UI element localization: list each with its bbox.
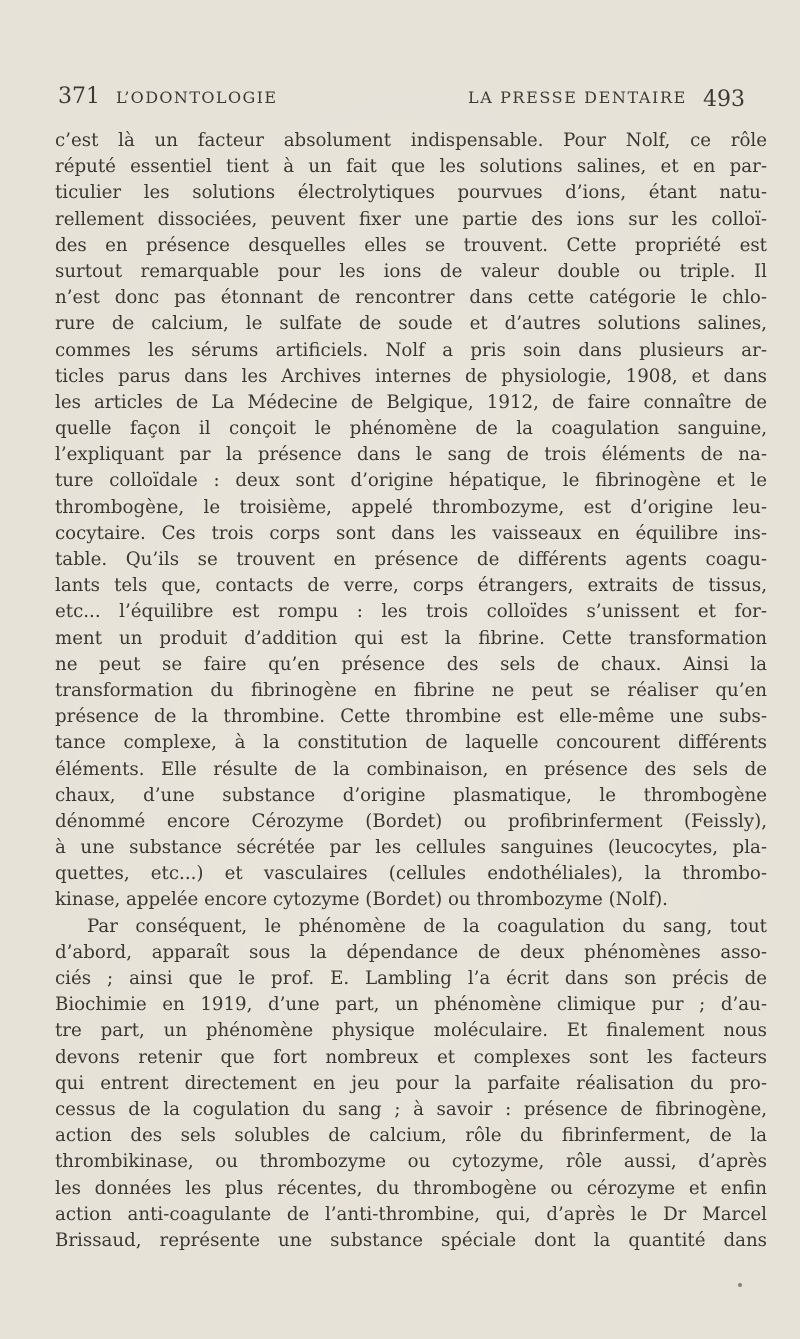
paper-speck xyxy=(738,1283,742,1287)
page-number-left: 371 xyxy=(58,84,100,109)
text-line: devons retenir que fort nombreux et complexes sont les facteurs xyxy=(55,1046,767,1068)
text-line: action des sels solubles de calcium, rôle du fibrinferment, de la xyxy=(55,1125,767,1147)
text-line: rure de calcium, le sulfate de soude et d’autres solutions salines, xyxy=(55,313,767,335)
text-line: Brissaud, représente une substance spéciale dont la quantité dans xyxy=(55,1229,767,1251)
text-line: thrombikinase, ou thrombozyme ou cytozyme, rôle aussi, d’après xyxy=(55,1151,767,1173)
text-line: ticles parus dans les Archives internes de physiologie, 1908, et dans xyxy=(55,365,767,387)
text-line: présence de la thrombine. Cette thrombine est elle-même une subs- xyxy=(55,706,767,728)
text-line: ticulier les solutions électrolytiques pourvues d’ions, étant natu- xyxy=(55,182,767,204)
text-line: thrombogène, le troisième, appelé thrombozyme, est d’origine leu- xyxy=(55,496,767,518)
text-line: les articles de La Médecine de Belgique, 1912, de faire connaître de xyxy=(55,391,767,413)
text-line: Biochimie en 1919, d’une part, un phénomène climique pur ; d’au- xyxy=(55,994,767,1016)
text-line: dénommé encore Cérozyme (Bordet) ou profibrinferment (Feissly), xyxy=(55,810,767,832)
text-line: ne peut se faire qu’en présence des sels de chaux. Ainsi la xyxy=(55,653,767,675)
text-line: ciés ; ainsi que le prof. E. Lambling l’a écrit dans son précis de xyxy=(55,968,767,989)
text-line: les données les plus récentes, du thrombogène ou cérozyme et enfin xyxy=(55,1177,767,1199)
text-line: transformation du fibrinogène en fibrine ne peut se réaliser qu’en xyxy=(55,679,767,701)
text-line: kinase, appelée encore cytozyme (Bordet) ou thrombozyme (Nolf). xyxy=(55,889,668,911)
running-title-left: L’ODONTOLOGIE xyxy=(116,88,278,107)
text-line: quelle façon il conçoit le phénomène de la coagulation sanguine, xyxy=(55,418,767,440)
text-line: commes les sérums artificiels. Nolf a pris soin dans plusieurs ar- xyxy=(55,339,767,361)
text-line: cessus de la cogulation du sang ; à savoir : présence de fibrinogène, xyxy=(55,1098,767,1120)
text-line: n’est donc pas étonnant de rencontrer dans cette catégorie le chlo- xyxy=(55,287,767,309)
text-line: éléments. Elle résulte de la combinaison, en présence des sels de xyxy=(55,758,767,780)
text-line: surtout remarquable pour les ions de valeur double ou triple. Il xyxy=(55,260,767,282)
text-line: quettes, etc...) et vasculaires (cellules endothéliales), la thrombo- xyxy=(55,863,767,885)
text-line: tance complexe, à la constitution de laquelle concourent différents xyxy=(55,732,767,754)
running-title-right: LA PRESSE DENTAIRE xyxy=(468,88,687,107)
text-line: cocytaire. Ces trois corps sont dans les vaisseaux en équilibre ins- xyxy=(55,522,767,544)
text-line: table. Qu’ils se trouvent en présence de différents agents coagu- xyxy=(55,549,767,570)
text-line: tre part, un phénomène physique moléculaire. Et finalement nous xyxy=(55,1020,767,1042)
text-line: action anti-coagulante de l’anti-thrombine, qui, d’après le Dr Marcel xyxy=(55,1203,767,1225)
running-header xyxy=(58,78,770,118)
text-line: des en présence desquelles elles se trouvent. Cette propriété est xyxy=(55,234,767,256)
text-line: Par conséquent, le phénomène de la coagulation du sang, tout xyxy=(87,915,767,937)
text-line: rellement dissociées, peuvent fixer une partie des ions sur les colloï- xyxy=(55,208,767,230)
text-line: réputé essentiel tient à un fait que les solutions salines, et en par- xyxy=(55,156,767,178)
text-line: etc... l’équilibre est rompu : les trois colloïdes s’unissent et for- xyxy=(55,601,767,623)
text-line: qui entrent directement en jeu pour la parfaite réalisation du pro- xyxy=(55,1072,767,1094)
text-line: chaux, d’une substance d’origine plasmatique, le thrombogène xyxy=(55,784,767,806)
text-line: lants tels que, contacts de verre, corps étrangers, extraits de tissus, xyxy=(55,575,767,597)
text-line: à une substance sécrétée par les cellules sanguines (leucocytes, pla- xyxy=(55,837,767,859)
text-line: c’est là un facteur absolument indispensable. Pour Nolf, ce rôle xyxy=(55,130,767,151)
page-number-right: 493 xyxy=(703,87,745,112)
text-line: ment un produit d’addition qui est la fibrine. Cette transformation xyxy=(55,627,767,649)
body-text xyxy=(55,128,767,1254)
text-line: ture colloïdale : deux sont d’origine hépatique, le fibrinogène et le xyxy=(55,470,767,492)
text-line: d’abord, apparaît sous la dépendance de deux phénomènes asso- xyxy=(55,941,767,963)
text-line: l’expliquant par la présence dans le sang de trois éléments de na- xyxy=(55,444,767,466)
